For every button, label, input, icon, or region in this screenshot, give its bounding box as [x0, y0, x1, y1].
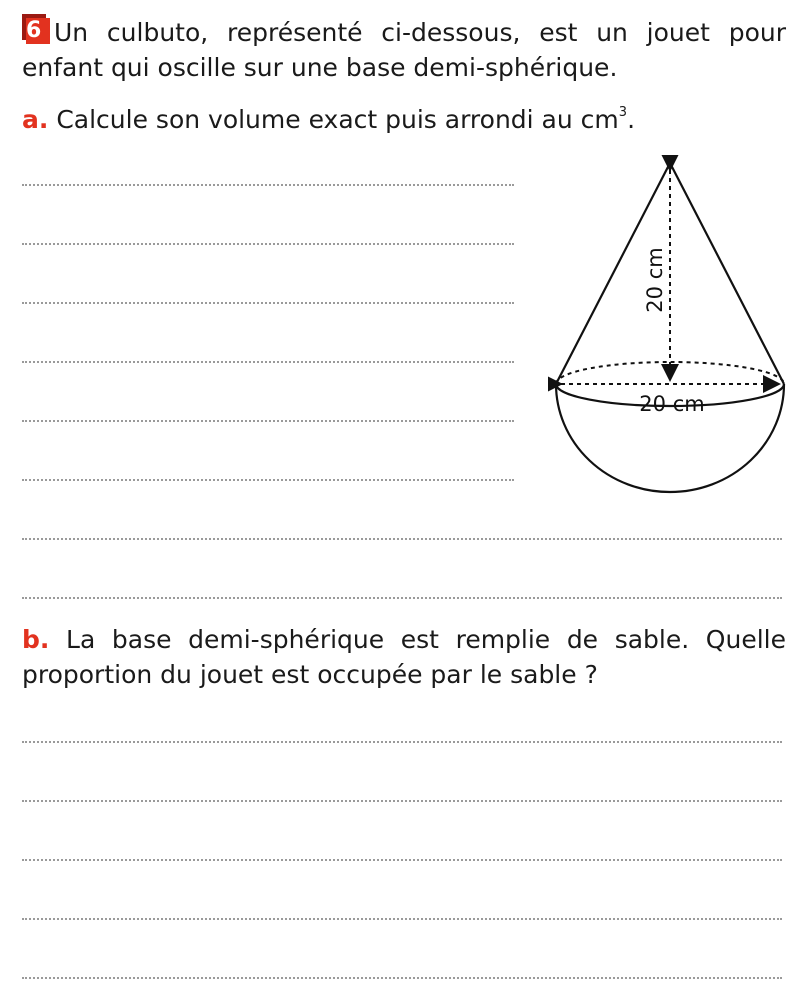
- question-b-marker: b.: [22, 625, 50, 654]
- answer-line-a4[interactable]: [22, 361, 514, 363]
- cone-right-edge: [670, 163, 784, 384]
- question-b-text: La base demi-sphérique est remplie de sable. Quelle proportion du jouet est occupée par le sable ?: [22, 625, 786, 689]
- answer-line-b3[interactable]: [22, 859, 782, 861]
- question-a-text: Calcule son volume exact puis arrondi au cm: [56, 105, 619, 134]
- answer-line-a8[interactable]: [22, 597, 782, 599]
- exercise-number-badge: [22, 14, 50, 44]
- answer-line-a2[interactable]: [22, 243, 514, 245]
- height-label: 20 cm: [643, 247, 667, 313]
- culbuto-figure: [548, 155, 792, 500]
- question-a: [22, 102, 782, 137]
- question-a-end: .: [627, 105, 636, 134]
- answer-line-b4[interactable]: [22, 918, 782, 920]
- answer-line-a7[interactable]: [22, 538, 782, 540]
- answer-line-a5[interactable]: [22, 420, 514, 422]
- exercise-number: 6: [26, 18, 50, 44]
- answer-line-b2[interactable]: [22, 800, 782, 802]
- question-b: [22, 622, 786, 692]
- diameter-label: 20 cm: [639, 392, 705, 416]
- answer-line-b1[interactable]: [22, 741, 782, 743]
- intro-text: Un culbuto, représenté ci-dessous, est un jouet pour enfant qui oscille sur une base demi-sphérique.: [22, 18, 786, 82]
- answer-line-b5[interactable]: [22, 977, 782, 979]
- answer-line-a3[interactable]: [22, 302, 514, 304]
- question-a-marker: a.: [22, 105, 49, 134]
- question-a-exponent: 3: [618, 105, 628, 120]
- answer-line-a1[interactable]: [22, 184, 514, 186]
- answer-line-a6[interactable]: [22, 479, 514, 481]
- exercise-statement: [22, 14, 786, 85]
